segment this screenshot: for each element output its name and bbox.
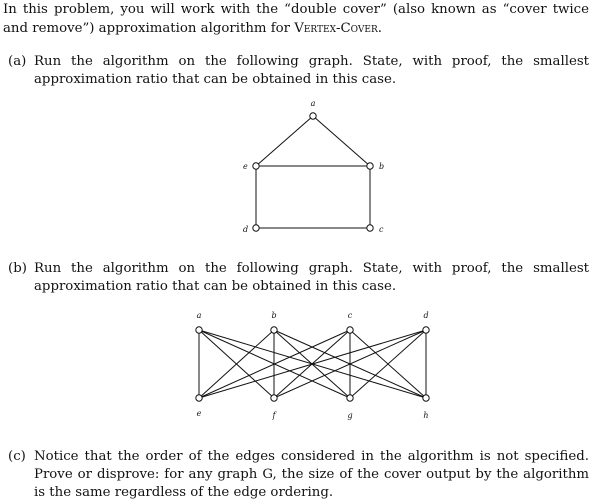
label-d: d (423, 311, 429, 320)
vertex-a (196, 327, 202, 333)
label-b: b (379, 162, 385, 171)
label-c: c (347, 311, 353, 320)
graph-a (253, 113, 373, 231)
part-b-text: Run the algorithm on the following graph. State, with proof, the smallest approximation ratio that can be obtained in this case. (34, 261, 589, 294)
intro-line-2-suffix: . (377, 21, 382, 36)
graph-b-labels (197, 311, 429, 420)
part-c-text: Notice that the order of the edges considered in the algorithm is not specified. Prove or disprove: for any graph G, the size of the cover output by the algorithm is the same regardless of the edge ordering. (34, 449, 589, 500)
part-c-marker: (c) (8, 449, 26, 464)
label-f: f (272, 411, 276, 420)
vertex-e (196, 395, 202, 401)
intro-line-1: In this problem, you will work with the “double cover” (also known as “cover twice and (3, 2, 589, 36)
label-h: h (423, 411, 429, 420)
vertex-e (253, 163, 259, 169)
vertex-h (423, 395, 429, 401)
vertex-f (271, 395, 277, 401)
edge-a-e (256, 116, 313, 166)
intro-line-2-prefix: remove”) approximation algorithm for (32, 21, 295, 36)
vertex-c (367, 225, 373, 231)
vertex-b (367, 163, 373, 169)
label-e: e (196, 409, 202, 418)
part-b-marker: (b) (8, 261, 27, 276)
edge-a-b (313, 116, 370, 166)
label-d: d (243, 225, 249, 234)
part-b (8, 260, 589, 296)
vertex-c (347, 327, 353, 333)
vertex-d (423, 327, 429, 333)
label-c: c (379, 225, 384, 234)
label-a: a (196, 311, 202, 320)
algorithm-name: Vertex-Cover (294, 21, 378, 36)
graph-b (196, 327, 429, 401)
label-a: a (310, 99, 316, 108)
part-a-marker: (a) (8, 54, 27, 69)
vertex-a (310, 113, 316, 119)
part-a-text: Run the algorithm on the following graph. State, with proof, the smallest approximation ratio that can be obtained in this case. (34, 54, 589, 87)
label-b: b (271, 311, 277, 320)
label-e: e (243, 162, 248, 171)
vertex-b (271, 327, 277, 333)
vertex-g (347, 395, 353, 401)
label-g: g (347, 411, 353, 420)
vertex-d (253, 225, 259, 231)
part-c (8, 448, 589, 502)
